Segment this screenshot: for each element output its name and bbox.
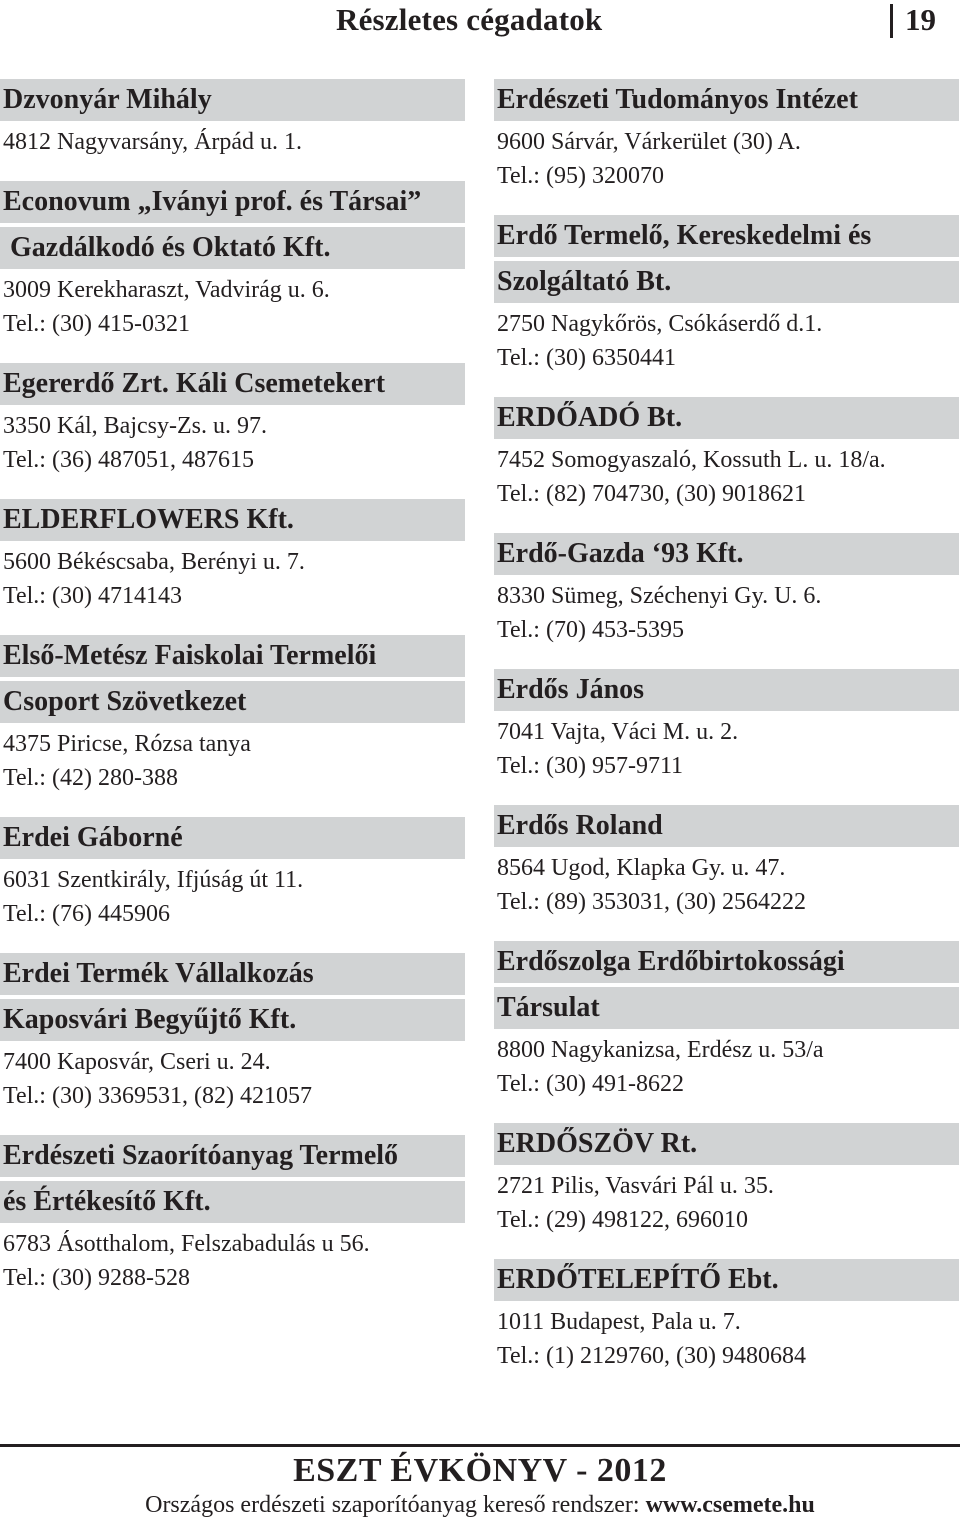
company-phone: Tel.: (29) 498122, 696010 [497,1207,748,1233]
company-name: Econovum „Iványi prof. és Társai” [0,181,465,223]
company-entry [494,1123,959,1237]
company-name: Erdőszolga Erdőbirtokossági [494,941,959,983]
company-name: Társulat [494,987,959,1029]
company-phone: Tel.: (89) 353031, (30) 2564222 [497,889,806,915]
company-address: 2721 Pilis, Vasvári Pál u. 35. [497,1173,774,1199]
company-entry [0,635,465,795]
company-name: Erdő Termelő, Kereskedelmi és [494,215,959,257]
left-column [0,79,465,1317]
page-header [0,0,960,44]
company-entry [0,181,465,341]
company-address: 3009 Kerekharaszt, Vadvirág u. 6. [3,277,330,303]
company-address: 8330 Sümeg, Széchenyi Gy. U. 6. [497,583,822,609]
company-phone: Tel.: (30) 3369531, (82) 421057 [3,1083,312,1109]
footer-subtitle [0,1492,960,1519]
page-footer [0,1444,960,1529]
company-entry [494,1259,959,1373]
company-entry [0,953,465,1113]
company-phone: Tel.: (70) 453-5395 [497,617,684,643]
company-address: 5600 Békéscsaba, Berényi u. 7. [3,549,305,575]
company-phone: Tel.: (30) 4714143 [3,583,182,609]
company-phone: Tel.: (36) 487051, 487615 [3,447,254,473]
company-name: Szolgáltató Bt. [494,261,959,303]
company-phone: Tel.: (30) 6350441 [497,345,676,371]
company-name: Erdei Termék Vállalkozás [0,953,465,995]
company-address: 4375 Piricse, Rózsa tanya [3,731,251,757]
company-address: 1011 Budapest, Pala u. 7. [497,1309,741,1335]
footer-rule [0,1444,960,1447]
company-phone: Tel.: (95) 320070 [497,163,664,189]
company-address: 3350 Kál, Bajcsy-Zs. u. 97. [3,413,267,439]
company-address: 8800 Nagykanizsa, Erdész u. 53/a [497,1037,824,1063]
company-name: ERDŐSZÖV Rt. [494,1123,959,1165]
company-entry [0,79,465,159]
company-entry [494,533,959,647]
company-address: 7400 Kaposvár, Cseri u. 24. [3,1049,271,1075]
company-name: Egererdő Zrt. Káli Csemetekert [0,363,465,405]
company-phone: Tel.: (30) 957-9711 [497,753,684,779]
company-name: Csoport Szövetkezet [0,681,465,723]
company-phone: Tel.: (30) 9288-528 [3,1265,190,1291]
company-address: 9600 Sárvár, Várkerület (30) A. [497,129,801,155]
company-name: ELDERFLOWERS Kft. [0,499,465,541]
company-name: ERDŐTELEPÍTŐ Ebt. [494,1259,959,1301]
company-name: Dzvonyár Mihály [0,79,465,121]
company-entry [494,215,959,375]
company-address: 7041 Vajta, Váci M. u. 2. [497,719,739,745]
company-name: Első-Metész Faiskolai Termelői [0,635,465,677]
company-entry [0,499,465,613]
company-phone: Tel.: (76) 445906 [3,901,170,927]
company-entry [494,941,959,1101]
footer-title: ESZT ÉVKÖNYV - 2012 [293,1452,667,1489]
company-phone: Tel.: (30) 491-8622 [497,1071,684,1097]
company-entry [494,79,959,193]
company-phone: Tel.: (1) 2129760, (30) 9480684 [497,1343,806,1369]
company-name: Gazdálkodó és Oktató Kft. [0,227,465,269]
company-address: 6783 Ásotthalom, Felszabadulás u 56. [3,1231,370,1257]
footer-subtitle-text: Országos erdészeti szaporítóanyag kereső rendszer: [145,1492,646,1518]
company-phone: Tel.: (30) 415-0321 [3,311,190,337]
company-name: Erdő-Gazda ‘93 Kft. [494,533,959,575]
footer-url: www.csemete.hu [645,1492,815,1518]
company-entry [0,1135,465,1295]
company-entry [494,805,959,919]
company-name: és Értékesítő Kft. [0,1181,465,1223]
company-phone: Tel.: (42) 280-388 [3,765,178,791]
company-address: 6031 Szentkirály, Ifjúság út 11. [3,867,304,893]
page-number: 19 [905,2,936,37]
right-column [494,79,959,1395]
company-entry [494,397,959,511]
company-phone: Tel.: (82) 704730, (30) 9018621 [497,481,806,507]
company-name: Erdészeti Tudományos Intézet [494,79,959,121]
company-name: Erdős János [494,669,959,711]
company-address: 2750 Nagykőrös, Csókáserdő d.1. [497,311,823,337]
header-divider [890,4,893,38]
company-address: 4812 Nagyvarsány, Árpád u. 1. [3,129,303,155]
company-name: Erdős Roland [494,805,959,847]
company-name: Kaposvári Begyűjtő Kft. [0,999,465,1041]
page-title: Részletes cégadatok [336,2,603,37]
company-entry [0,817,465,931]
company-name: ERDŐADÓ Bt. [494,397,959,439]
company-address: 7452 Somogyaszaló, Kossuth L. u. 18/a. [497,447,886,473]
company-name: Erdei Gáborné [0,817,465,859]
company-entry [494,669,959,783]
company-name: Erdészeti Szaorítóanyag Termelő [0,1135,465,1177]
company-address: 8564 Ugod, Klapka Gy. u. 47. [497,855,786,881]
company-entry [0,363,465,477]
